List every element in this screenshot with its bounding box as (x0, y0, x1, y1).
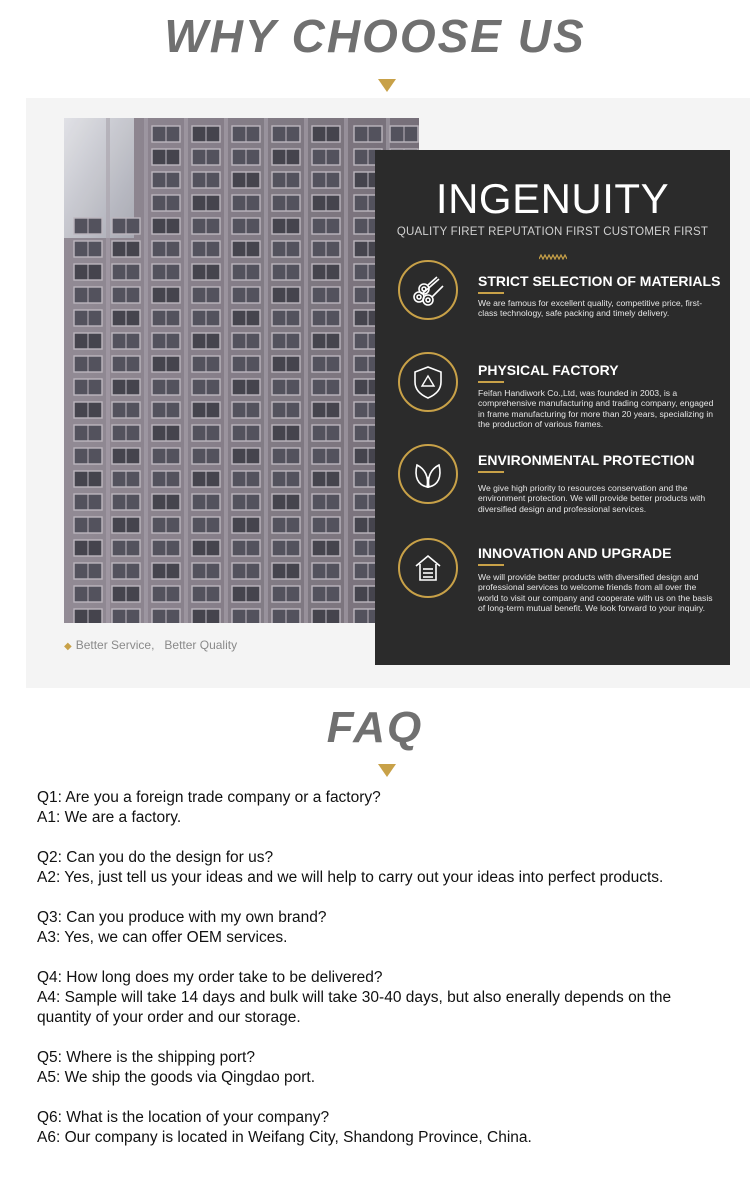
why-choose-us-title: WHY CHOOSE US (164, 10, 586, 62)
faq-answer: A4: Sample will take 14 days and bulk will take 30-40 days, but also enerally depends on the (37, 989, 672, 1006)
faq-item (37, 908, 327, 948)
feature-title: STRICT SELECTION OF MATERIALS (478, 273, 721, 289)
faq-question: Q6: What is the location of your company? (37, 1109, 330, 1126)
faq-question: Q5: Where is the shipping port? (37, 1049, 255, 1066)
faq-question: Q1: Are you a foreign trade company or a factory? (37, 789, 381, 806)
card-title: INGENUITY (435, 175, 670, 222)
ingenuity-card (375, 150, 730, 665)
down-arrow-icon (378, 79, 396, 92)
materials-pipes-icon (398, 260, 458, 320)
feature-text: We will provide better products with diversified design and professional services to welcome friends from all over the world to visit our company and cooperate with us on the basis of long-term mutual benefit. We look forward to your inquiry. (478, 572, 713, 614)
faq-title: FAQ (326, 703, 424, 752)
feature-title: INNOVATION AND UPGRADE (478, 545, 672, 561)
feature-underline (478, 471, 504, 473)
faq-question: Q2: Can you do the design for us? (37, 849, 274, 866)
faq-item (37, 788, 381, 828)
feature-underline (478, 381, 504, 383)
faq-item (37, 968, 671, 1028)
faq-answer: A3: Yes, we can offer OEM services. (37, 929, 288, 946)
leaf-icon (398, 444, 458, 504)
feature-title: ENVIRONMENTAL PROTECTION (478, 452, 695, 468)
feature-text: We give high priority to resources conservation and the environment protection. We will provide better products with diversified design and professional services. (478, 483, 706, 514)
faq-answer: A1: We are a factory. (37, 809, 182, 826)
faq-answer: A5: We ship the goods via Qingdao port. (37, 1069, 316, 1086)
building-illustration (64, 118, 419, 623)
faq-item (37, 1048, 315, 1088)
faq-question: Q4: How long does my order take to be delivered? (37, 969, 383, 986)
diamond-bullet-icon: ◆ (64, 641, 72, 652)
feature-text: We are famous for excellent quality, competitive price, first-class technology, safe packing and timely delivery. (478, 298, 703, 319)
building-photo (64, 118, 419, 623)
faq-answer: A2: Yes, just tell us your ideas and we will help to carry out your ideas into perfect products. (37, 869, 664, 886)
faq-question: Q3: Can you produce with my own brand? (37, 909, 327, 926)
photo-caption (64, 638, 237, 654)
faq-answer: A6: Our company is located in Weifang City, Shandong Province, China. (37, 1129, 532, 1146)
down-arrow-icon (378, 764, 396, 777)
faq-answer-continued: quantity of your order and our storage. (37, 1009, 301, 1026)
caption-text: Better Service, Better Quality (75, 638, 238, 652)
feature-text: Feifan Handiwork Co.,Ltd, was founded in 2003, is a comprehensive manufacturing and trading company, engaged in frame manufacturing for more than 20 years, specializing in the production of various frames. (478, 388, 714, 430)
faq-item (37, 848, 663, 888)
upgrade-house-icon (398, 538, 458, 598)
zigzag-divider-icon (539, 254, 567, 260)
card-subtitle: QUALITY FIRET REPUTATION FIRST CUSTOMER FIRST (396, 226, 709, 238)
feature-title: PHYSICAL FACTORY (478, 362, 619, 378)
faq-item (37, 1108, 532, 1148)
shield-icon (398, 352, 458, 412)
feature-underline (478, 292, 504, 294)
feature-underline (478, 564, 504, 566)
